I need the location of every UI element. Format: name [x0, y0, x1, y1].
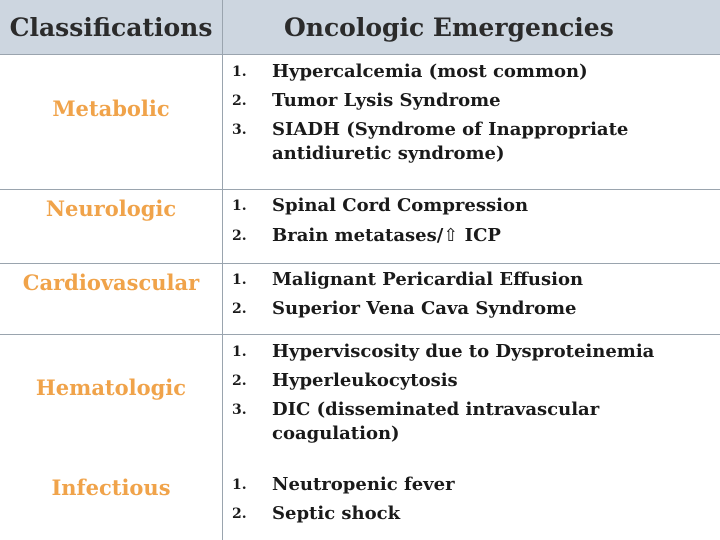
item-text: Brain metatases/⇧ ICP [272, 225, 501, 246]
row-divider [0, 334, 720, 335]
item-number: 2. [232, 373, 247, 389]
item-number: 3. [232, 402, 247, 418]
item-text: SIADH (Syndrome of Inappropriate antidiuretic syndrome) [272, 119, 629, 164]
item-text: Tumor Lysis Syndrome [272, 90, 501, 111]
item-number: 1. [232, 344, 247, 360]
list-item [232, 89, 712, 113]
classification-metabolic: Metabolic [52, 96, 170, 121]
item-number: 3. [232, 122, 247, 138]
item-number: 1. [232, 198, 247, 214]
header-oncologic-emergencies: Oncologic Emergencies [284, 12, 614, 42]
list-item [232, 297, 712, 321]
item-text: Hyperleukocytosis [272, 370, 458, 391]
header-classifications: Classifications [9, 12, 213, 42]
item-text: Spinal Cord Compression [272, 195, 529, 216]
list-item [232, 502, 712, 526]
list-item [232, 340, 712, 364]
item-text: Hypercalcemia (most common) [272, 61, 588, 82]
classification-infectious: Infectious [51, 475, 171, 500]
list-item [232, 118, 712, 166]
list-item [232, 224, 712, 248]
item-number: 2. [232, 228, 247, 244]
classification-neurologic: Neurologic [45, 196, 177, 221]
column-divider [222, 0, 223, 540]
item-text: DIC (disseminated intravascular coagulation) [272, 399, 600, 444]
item-text: Septic shock [272, 503, 401, 524]
classification-cardiovascular: Cardiovascular [22, 270, 200, 295]
row-divider [0, 263, 720, 264]
item-text: Hyperviscosity due to Dysproteinemia [272, 341, 655, 362]
item-number: 1. [232, 272, 247, 288]
classification-hematologic: Hematologic [35, 375, 187, 400]
list-item [232, 194, 712, 218]
list-item [232, 398, 712, 446]
item-number: 1. [232, 477, 247, 493]
list-item [232, 473, 712, 497]
item-number: 2. [232, 506, 247, 522]
item-text: Malignant Pericardial Effusion [272, 269, 584, 290]
list-item [232, 369, 712, 393]
item-text: Superior Vena Cava Syndrome [272, 298, 577, 319]
item-number: 1. [232, 64, 247, 80]
list-item [232, 60, 712, 84]
item-text: Neutropenic fever [272, 474, 455, 495]
item-number: 2. [232, 301, 247, 317]
row-divider [0, 189, 720, 190]
list-item [232, 268, 712, 292]
item-number: 2. [232, 93, 247, 109]
table-header [0, 0, 720, 55]
